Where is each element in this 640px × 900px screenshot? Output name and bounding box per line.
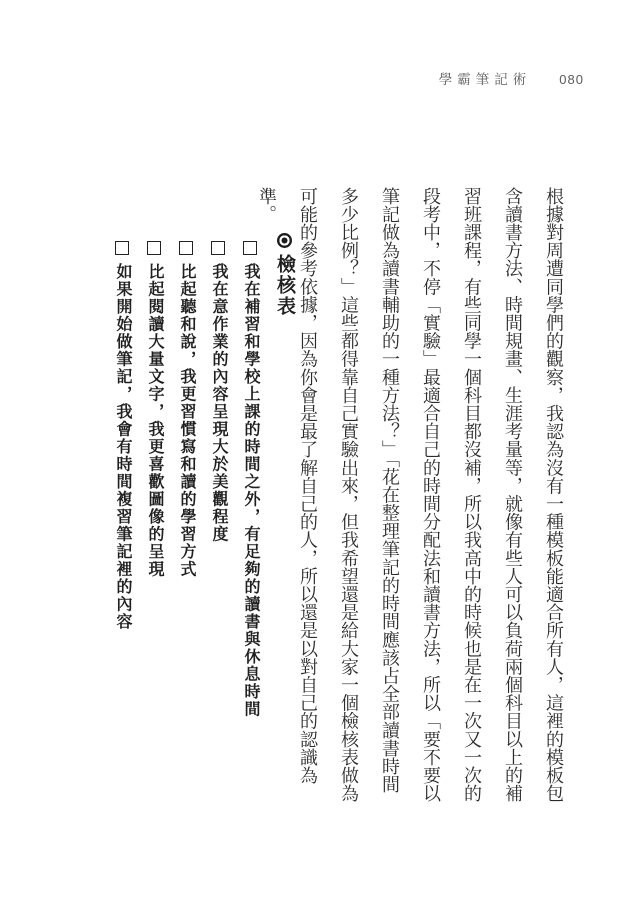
text-column: 可能的參考依據，因為你會是最了解自己的人，所以還是以對自己的認識為準。 — [257, 187, 318, 785]
checkbox-icon — [179, 241, 193, 255]
checklist-item-label: 我在意作業的內容呈現大於美觀程度 — [210, 263, 227, 543]
checklist-item — [234, 233, 266, 793]
text-column: 習班課程，有些同學一個科目都沒補，所以我高中的時候也是在一次又一次的 — [462, 187, 482, 803]
checklist-item-label: 比起聽和說，我更習慣寫和讀的學習方式 — [178, 263, 195, 578]
checkbox-icon — [243, 241, 257, 255]
checklist-item — [202, 233, 234, 793]
checklist-title: 檢核表 — [274, 254, 295, 317]
checklist-heading — [268, 233, 300, 793]
running-header — [439, 68, 584, 88]
checklist-item-label: 比起閱讀大量文字，我更喜歡圖像的呈現 — [146, 263, 163, 578]
page-number: 080 — [559, 72, 584, 87]
checkbox-icon — [211, 241, 225, 255]
checklist-item-label: 我在補習和學校上課的時間之外，有足夠的讀書與休息時間 — [242, 263, 259, 718]
checkbox-icon — [147, 241, 161, 255]
checklist-section — [106, 233, 300, 793]
text-column: 含讀書方法、時間規畫、生涯考量等，就像有些人可以負荷兩個科目以上的補 — [503, 187, 523, 803]
text-column: 多少比例？」這些都得靠自己實驗出來，但我希望還是給大家一個檢核表做為 — [339, 187, 359, 803]
checklist-item — [106, 233, 138, 793]
checkbox-icon — [115, 241, 129, 255]
checklist-item-label: 如果開始做筆記，我會有時間複習筆記裡的內容 — [114, 263, 131, 631]
text-column: 段考中，不停「實驗」最適合自己的時間分配法和讀書方法，所以「要不要以 — [421, 187, 441, 803]
checklist-item — [170, 233, 202, 793]
book-title: 學霸筆記術 — [438, 72, 532, 87]
checklist-item — [138, 233, 170, 793]
fisheye-bullet-icon — [277, 233, 292, 248]
text-column: 根據對周遭同學們的觀察，我認為沒有一種模板能適合所有人，這裡的模板包 — [544, 187, 564, 803]
text-column: 筆記做為讀書輔助的一種方法？」「花在整理筆記的時間應該占全部讀書時間 — [380, 187, 400, 794]
